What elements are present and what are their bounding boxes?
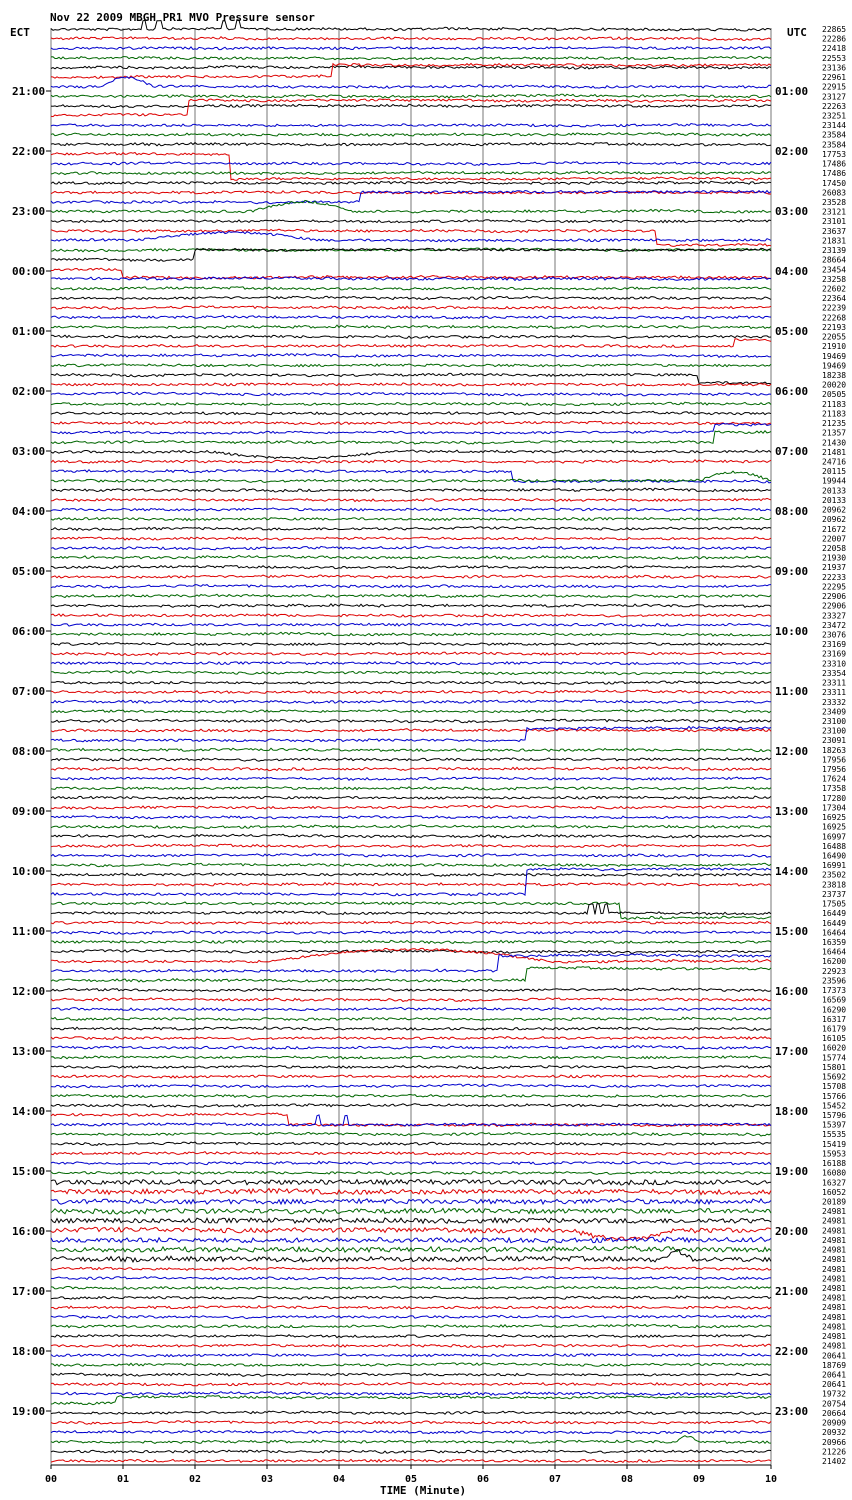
line-count-label: 22058: [822, 543, 847, 553]
x-axis-label: TIME (Minute): [380, 1484, 467, 1497]
utc-hour-label: 13:00: [775, 805, 809, 818]
line-count-label: 24981: [822, 1332, 847, 1342]
line-count-label: 16179: [822, 1024, 847, 1034]
line-count-label: 24716: [822, 457, 847, 467]
line-count-label: 22553: [822, 53, 847, 63]
utc-hour-label: 02:00: [775, 145, 809, 158]
line-count-label: 20909: [822, 1418, 847, 1428]
x-tick-label: 10: [764, 1474, 778, 1485]
ect-hour-label: 13:00: [12, 1045, 46, 1058]
line-count-label: 22906: [822, 592, 847, 602]
utc-hour-label: 11:00: [775, 685, 809, 698]
line-count-labels: [822, 25, 846, 1466]
line-count-label: 23258: [822, 274, 847, 284]
line-count-label: 17280: [822, 793, 847, 803]
line-count-label: 21481: [822, 447, 847, 457]
line-count-label: 22268: [822, 313, 847, 323]
line-count-label: 23311: [822, 688, 847, 698]
ect-hour-label: 03:00: [12, 445, 46, 458]
line-count-label: 16359: [822, 938, 847, 948]
line-count-label: 20962: [822, 515, 847, 525]
line-count-label: 20641: [822, 1370, 847, 1380]
line-count-label: 19732: [822, 1389, 847, 1399]
line-count-label: 22906: [822, 601, 847, 611]
line-count-label: 19944: [822, 476, 847, 486]
line-count-label: 24981: [822, 1216, 847, 1226]
ect-hour-label: 07:00: [12, 685, 46, 698]
line-count-label: 16490: [822, 851, 847, 861]
line-count-label: 16290: [822, 1005, 847, 1015]
line-count-label: 17505: [822, 899, 847, 909]
line-count-label: 16052: [822, 1187, 847, 1197]
utc-hour-label: 21:00: [775, 1285, 809, 1298]
utc-axis-label: UTC: [787, 26, 807, 39]
line-count-label: 23076: [822, 630, 847, 640]
line-count-label: 17486: [822, 169, 847, 179]
x-tick-label: 09: [692, 1474, 706, 1485]
line-count-label: 23127: [822, 92, 847, 102]
line-count-label: 16105: [822, 1034, 847, 1044]
line-count-label: 24981: [822, 1245, 847, 1255]
line-count-label: 23091: [822, 736, 847, 746]
line-count-label: 21831: [822, 236, 847, 246]
line-count-label: 24981: [822, 1341, 847, 1351]
utc-hour-label: 23:00: [775, 1405, 809, 1418]
utc-hour-label: 19:00: [775, 1165, 809, 1178]
line-count-label: 15796: [822, 1111, 847, 1121]
line-count-label: 23332: [822, 697, 847, 707]
line-count-label: 24981: [822, 1293, 847, 1303]
line-count-label: 17486: [822, 159, 847, 169]
line-count-label: 23139: [822, 246, 847, 256]
ect-hour-label: 21:00: [12, 85, 46, 98]
line-count-label: 17956: [822, 765, 847, 775]
line-count-label: 16464: [822, 928, 847, 938]
line-count-label: 24981: [822, 1303, 847, 1313]
line-count-label: 22233: [822, 572, 847, 582]
utc-hour-label: 20:00: [775, 1225, 809, 1238]
line-count-label: 15692: [822, 1072, 847, 1082]
line-count-label: 19469: [822, 351, 847, 361]
line-count-label: 18238: [822, 370, 847, 380]
line-count-label: 21430: [822, 438, 847, 448]
x-tick-label: 04: [332, 1474, 346, 1485]
utc-hour-label: 05:00: [775, 325, 809, 338]
utc-hour-label: 12:00: [775, 745, 809, 758]
line-count-label: 22263: [822, 101, 847, 111]
line-count-label: 16327: [822, 1178, 847, 1188]
line-count-label: 15708: [822, 1082, 847, 1092]
ect-hour-label: 18:00: [12, 1345, 46, 1358]
line-count-label: 20962: [822, 505, 847, 515]
line-count-label: 16569: [822, 995, 847, 1005]
line-count-label: 23169: [822, 649, 847, 659]
ect-axis-label: ECT: [10, 26, 30, 39]
line-count-label: 22418: [822, 44, 847, 54]
line-count-label: 15419: [822, 1139, 847, 1149]
line-count-label: 22007: [822, 534, 847, 544]
line-count-label: 16997: [822, 832, 847, 842]
utc-hour-label: 16:00: [775, 985, 809, 998]
line-count-label: 20664: [822, 1408, 847, 1418]
x-tick-label: 07: [548, 1474, 562, 1485]
line-count-label: 18769: [822, 1360, 847, 1370]
line-count-label: 24981: [822, 1207, 847, 1217]
line-count-label: 23454: [822, 265, 847, 275]
line-count-label: 21235: [822, 419, 847, 429]
line-count-label: 22602: [822, 284, 847, 294]
line-count-label: 22364: [822, 294, 847, 304]
line-count-label: 17450: [822, 178, 847, 188]
line-count-label: 22961: [822, 73, 847, 83]
line-count-label: 16488: [822, 841, 847, 851]
line-count-label: 20115: [822, 467, 847, 477]
line-count-label: 20189: [822, 1197, 847, 1207]
x-tick-labels: [45, 1465, 777, 1485]
line-count-label: 21402: [822, 1457, 847, 1466]
line-count-label: 20641: [822, 1380, 847, 1390]
line-count-label: 20020: [822, 380, 847, 390]
line-count-label: 17304: [822, 803, 847, 813]
line-count-label: 16317: [822, 1014, 847, 1024]
line-count-label: 23101: [822, 217, 847, 227]
plot-title: Nov 22 2009 MBGH PR1 MVO Pressure sensor: [50, 11, 315, 24]
ect-hour-label: 14:00: [12, 1105, 46, 1118]
line-count-label: 20133: [822, 486, 847, 496]
line-count-label: 16925: [822, 813, 847, 823]
line-count-label: 16080: [822, 1168, 847, 1178]
utc-hour-label: 01:00: [775, 85, 809, 98]
line-count-label: 23354: [822, 668, 847, 678]
ect-hour-label: 22:00: [12, 145, 46, 158]
line-count-label: 23100: [822, 726, 847, 736]
line-count-label: 20505: [822, 390, 847, 400]
line-count-label: 21183: [822, 409, 847, 419]
x-tick-label: 06: [476, 1474, 490, 1485]
ect-hour-label: 12:00: [12, 985, 46, 998]
line-count-label: 24981: [822, 1264, 847, 1274]
line-count-label: 24981: [822, 1274, 847, 1284]
line-count-label: 23737: [822, 889, 847, 899]
x-tick-label: 02: [188, 1474, 202, 1485]
line-count-label: 22295: [822, 582, 847, 592]
line-count-label: 23144: [822, 121, 847, 131]
line-count-label: 16200: [822, 957, 847, 967]
line-count-label: 21930: [822, 553, 847, 563]
utc-hour-label: 14:00: [775, 865, 809, 878]
line-count-label: 23637: [822, 226, 847, 236]
line-count-label: 15452: [822, 1101, 847, 1111]
ect-hour-label: 00:00: [12, 265, 46, 278]
line-count-label: 20754: [822, 1399, 847, 1409]
line-count-label: 23409: [822, 707, 847, 717]
ect-hour-label: 11:00: [12, 925, 46, 938]
x-tick-label: 08: [620, 1474, 634, 1485]
line-count-label: 16991: [822, 861, 847, 871]
utc-hour-label: 08:00: [775, 505, 809, 518]
line-count-label: 26083: [822, 188, 847, 198]
line-count-label: 17753: [822, 149, 847, 159]
line-count-label: 15801: [822, 1062, 847, 1072]
line-count-label: 23310: [822, 659, 847, 669]
line-count-label: 15953: [822, 1149, 847, 1159]
ect-hour-label: 17:00: [12, 1285, 46, 1298]
utc-hour-label: 22:00: [775, 1345, 809, 1358]
line-count-label: 24981: [822, 1284, 847, 1294]
line-count-label: 24981: [822, 1312, 847, 1322]
utc-hour-label: 17:00: [775, 1045, 809, 1058]
ect-hour-label: 10:00: [12, 865, 46, 878]
line-count-label: 17624: [822, 774, 847, 784]
utc-hour-label: 10:00: [775, 625, 809, 638]
line-count-label: 21357: [822, 428, 847, 438]
line-count-label: 22193: [822, 322, 847, 332]
line-count-label: 16188: [822, 1159, 847, 1169]
utc-hour-label: 03:00: [775, 205, 809, 218]
line-count-label: 20641: [822, 1351, 847, 1361]
line-count-label: 24981: [822, 1226, 847, 1236]
line-count-label: 20133: [822, 495, 847, 505]
line-count-label: 16020: [822, 1043, 847, 1053]
line-count-label: 23311: [822, 678, 847, 688]
utc-hour-label: 07:00: [775, 445, 809, 458]
line-count-label: 23818: [822, 880, 847, 890]
ect-hour-label: 15:00: [12, 1165, 46, 1178]
line-count-label: 22286: [822, 34, 847, 44]
line-count-label: 22923: [822, 966, 847, 976]
line-count-label: 17956: [822, 755, 847, 765]
line-count-label: 22055: [822, 332, 847, 342]
line-count-label: 16464: [822, 947, 847, 957]
x-tick-label: 03: [260, 1474, 274, 1485]
line-count-label: 22239: [822, 303, 847, 313]
line-count-label: 20966: [822, 1437, 847, 1447]
line-count-label: 20932: [822, 1428, 847, 1438]
line-count-label: 18263: [822, 745, 847, 755]
utc-hour-label: 06:00: [775, 385, 809, 398]
ect-hour-label: 05:00: [12, 565, 46, 578]
line-count-label: 21672: [822, 524, 847, 534]
line-count-label: 24981: [822, 1255, 847, 1265]
line-count-label: 23136: [822, 63, 847, 73]
line-count-label: 23502: [822, 870, 847, 880]
line-count-label: 21910: [822, 342, 847, 352]
line-count-label: 23584: [822, 130, 847, 140]
line-count-label: 28664: [822, 255, 847, 265]
line-count-label: 19469: [822, 361, 847, 371]
line-count-label: 21937: [822, 563, 847, 573]
line-count-label: 22865: [822, 25, 847, 34]
ect-hour-label: 04:00: [12, 505, 46, 518]
line-count-label: 15535: [822, 1130, 847, 1140]
line-count-label: 17373: [822, 986, 847, 996]
line-count-label: 15766: [822, 1091, 847, 1101]
line-count-label: 23327: [822, 611, 847, 621]
line-count-label: 23100: [822, 716, 847, 726]
line-count-label: 17358: [822, 784, 847, 794]
x-tick-label: 05: [404, 1474, 418, 1485]
utc-hour-label: 09:00: [775, 565, 809, 578]
line-count-label: 21226: [822, 1447, 847, 1457]
line-count-label: 16925: [822, 822, 847, 832]
line-count-label: 16449: [822, 918, 847, 928]
x-tick-label: 00: [44, 1474, 58, 1485]
ect-hour-label: 08:00: [12, 745, 46, 758]
line-count-label: 23251: [822, 111, 847, 121]
line-count-label: 23169: [822, 640, 847, 650]
line-count-label: 23528: [822, 197, 847, 207]
line-count-label: 16449: [822, 909, 847, 919]
line-count-label: 15397: [822, 1120, 847, 1130]
ect-hour-label: 06:00: [12, 625, 46, 638]
line-count-label: 23584: [822, 140, 847, 150]
utc-hour-label: 15:00: [775, 925, 809, 938]
line-count-label: 23596: [822, 976, 847, 986]
x-tick-label: 01: [116, 1474, 130, 1485]
ect-hour-label: 09:00: [12, 805, 46, 818]
ect-hour-label: 23:00: [12, 205, 46, 218]
utc-hour-labels: [775, 85, 808, 1418]
minute-grid: [51, 28, 771, 1465]
ect-hour-labels: [12, 85, 51, 1418]
utc-hour-label: 04:00: [775, 265, 809, 278]
line-count-label: 22915: [822, 82, 847, 92]
ect-hour-label: 19:00: [12, 1405, 46, 1418]
ect-hour-label: 02:00: [12, 385, 46, 398]
line-count-label: 24981: [822, 1322, 847, 1332]
line-count-label: 21183: [822, 399, 847, 409]
ect-hour-label: 01:00: [12, 325, 46, 338]
line-count-label: 23472: [822, 620, 847, 630]
line-count-label: 24981: [822, 1235, 847, 1245]
line-count-label: 15774: [822, 1053, 847, 1063]
utc-hour-label: 18:00: [775, 1105, 809, 1118]
line-count-label: 23121: [822, 207, 847, 217]
ect-hour-label: 16:00: [12, 1225, 46, 1238]
